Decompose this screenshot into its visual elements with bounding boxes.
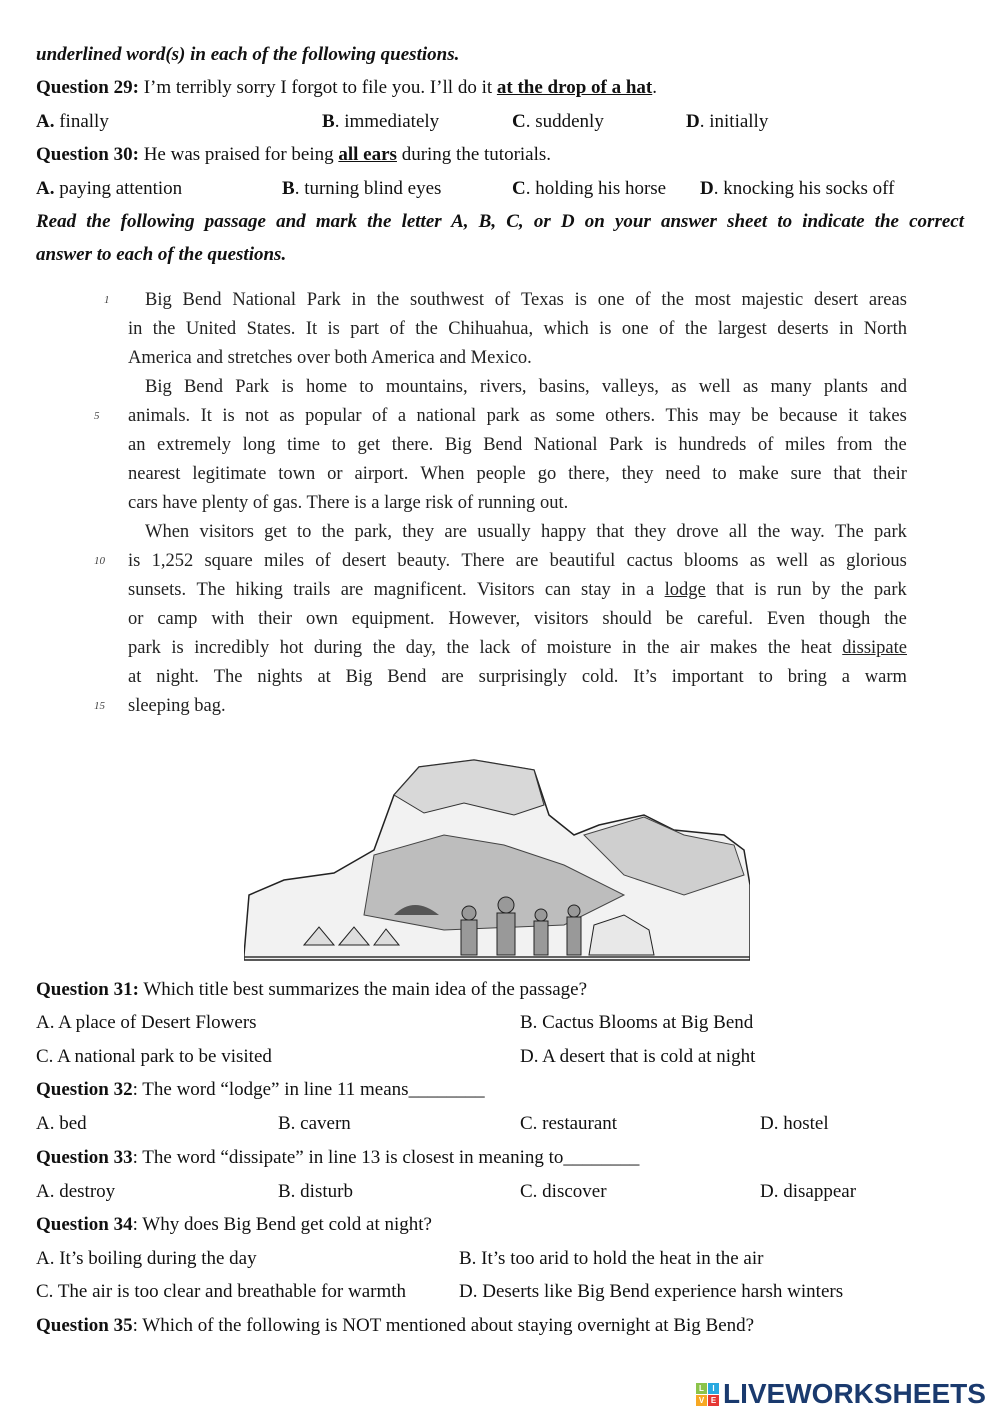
passage-line: or camp with their own equipment. However, visitors should be careful. Even though the [128, 609, 907, 629]
line-number: 10 [94, 555, 105, 567]
q32-option-a[interactable]: A. bed [36, 1113, 87, 1134]
question-35: Question 35: Which of the following is NOT mentioned about staying overnight at Big Bend? [36, 1315, 755, 1336]
question-33: Question 33: The word “dissipate” in line 13 is closest in meaning to________ [36, 1147, 640, 1168]
passage-line: Big Bend National Park in the southwest of Texas is one of the most majestic desert areas [145, 290, 907, 310]
passage-line: is 1,252 square miles of desert beauty. There are beautiful cactus blooms as well as glorious [128, 551, 907, 571]
passage-line: nearest legitimate town or airport. When people go there, they need to make sure that their [128, 464, 907, 484]
line-number: 15 [94, 700, 105, 712]
desert-camp-illustration [244, 755, 750, 963]
q29-option-d[interactable]: D. initially [686, 111, 769, 132]
q31-option-b[interactable]: B. Cactus Blooms at Big Bend [520, 1012, 754, 1033]
q32-option-d[interactable]: D. hostel [760, 1113, 829, 1134]
instructions-text: underlined word(s) in each of the following questions. [36, 44, 460, 65]
q33-option-d[interactable]: D. disappear [760, 1181, 857, 1202]
passage-line: at night. The nights at Big Bend are surprisingly cold. It’s important to bring a warm [128, 667, 907, 687]
passage-line: cars have plenty of gas. There is a large risk of running out. [128, 493, 569, 513]
passage-line: animals. It is not as popular of a national park as some others. This may be because it takes [128, 406, 907, 426]
q31-option-d[interactable]: D. A desert that is cold at night [520, 1046, 756, 1067]
q29-option-a[interactable]: A. finally [36, 111, 109, 132]
line-number: 5 [94, 410, 100, 422]
q33-option-a[interactable]: A. destroy [36, 1181, 116, 1202]
passage-line: in the United States. It is part of the Chihuahua, which is one of the largest deserts in North [128, 319, 907, 339]
passage-line: an extremely long time to get there. Big Bend National Park is hundreds of miles from the [128, 435, 907, 455]
q33-option-c[interactable]: C. discover [520, 1181, 607, 1202]
line-number: 1 [104, 294, 110, 306]
logo-text: LIVEWORKSHEETS [723, 1378, 986, 1409]
reading-instructions-line2: answer to each of the questions. [36, 244, 287, 265]
q30-option-b[interactable]: B. turning blind eyes [282, 178, 442, 199]
question-text: . [652, 77, 657, 98]
passage-line: park is incredibly hot during the day, the lack of moisture in the air makes the heat dissipate [128, 638, 907, 658]
underlined-phrase: all ears [338, 144, 397, 165]
q34-option-a[interactable]: A. It’s boiling during the day [36, 1248, 257, 1269]
q29-option-b[interactable]: B. immediately [322, 111, 440, 132]
question-29 [36, 77, 657, 99]
liveworksheets-logo [696, 1378, 986, 1410]
q32-option-b[interactable]: B. cavern [278, 1113, 351, 1134]
q30-option-a[interactable]: A. paying attention [36, 178, 183, 199]
q30-option-c[interactable]: C. holding his horse [512, 178, 667, 199]
q30-option-d[interactable]: D. knocking his socks off [700, 178, 895, 199]
q31-option-c[interactable]: C. A national park to be visited [36, 1046, 272, 1067]
question-30: Question 30: He was praised for being all ears during the tutorials. [36, 144, 552, 165]
q33-option-b[interactable]: B. disturb [278, 1181, 353, 1202]
q29-option-c[interactable]: C. suddenly [512, 111, 604, 132]
live-badge-icon: L I V E [696, 1383, 719, 1406]
question-label: Question 29: [36, 77, 139, 98]
passage-line: When visitors get to the park, they are usually happy that they drove all the way. The park [145, 522, 907, 542]
q32-option-c[interactable]: C. restaurant [520, 1113, 618, 1134]
q34-option-d[interactable]: D. Deserts like Big Bend experience harsh winters [459, 1281, 844, 1302]
question-32: Question 32: The word “lodge” in line 11 means________ [36, 1079, 485, 1100]
passage-line: Big Bend Park is home to mountains, rivers, basins, valleys, as well as many plants and [145, 377, 907, 397]
q34-option-b[interactable]: B. It’s too arid to hold the heat in the air [459, 1248, 764, 1269]
question-text: I’m terribly sorry I forgot to file you. I’ll do it [138, 77, 497, 98]
question-31: Question 31: Which title best summarizes the main idea of the passage? [36, 979, 588, 1000]
underlined-phrase: at the drop of a hat [496, 77, 653, 98]
reading-instructions-line1: Read the following passage and mark the letter A, B, C, or D on your answer sheet to indicate the correct [36, 211, 964, 232]
question-34: Question 34: Why does Big Bend get cold at night? [36, 1214, 432, 1235]
passage-line: sunsets. The hiking trails are magnificent. Visitors can stay in a lodge that is run by the park [128, 580, 907, 600]
passage-line: sleeping bag. [128, 696, 226, 716]
q31-option-a[interactable]: A. A place of Desert Flowers [36, 1012, 257, 1033]
q34-option-c[interactable]: C. The air is too clear and breathable for warmth [36, 1281, 407, 1302]
passage-line: America and stretches over both America and Mexico. [128, 348, 532, 368]
